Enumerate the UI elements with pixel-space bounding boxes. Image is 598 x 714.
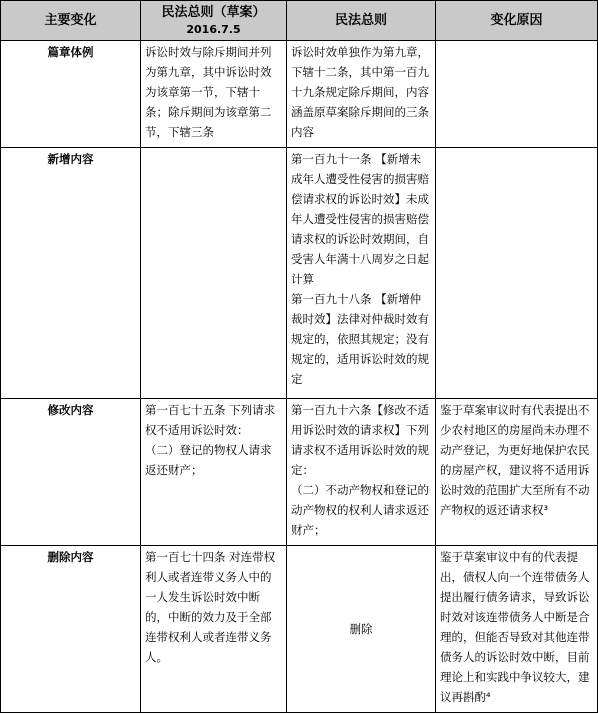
row-final-cell: 删除 — [287, 546, 436, 713]
row-reason-cell — [436, 41, 598, 148]
table-row — [1, 148, 598, 399]
row-final-cell: 第一百九十一条 【新增未成年人遭受性侵害的损害赔偿请求权的诉讼时效】未成年人遭受性侵害的损害赔偿请求权的诉讼时效期间，自受害人年满十八周岁之日起计算 第一百九十八条 【新增仲裁时效】法律对仲裁时效有规定的，依照其规定；没有规定的，适用诉讼时效的规定 — [287, 148, 436, 399]
header-draft — [141, 1, 287, 41]
row-reason-cell — [436, 148, 598, 399]
row-category: 修改内容 — [1, 399, 141, 546]
row-final-cell: 第一百九十六条【修改不适用诉讼时效的请求权】下列请求权不适用诉讼时效的规定： （二）不动产物权和登记的动产物权的权利人请求返还财产； — [287, 399, 436, 546]
row-final-cell: 诉讼时效单独作为第九章，下辖十二条，其中第一百九十九条规定除斥期间，内容涵盖原草案除斥期间的三条内容 — [287, 41, 436, 148]
header-row — [1, 1, 598, 41]
row-reason-cell: 鉴于草案审议时有代表提出不少农村地区的房屋尚未办理不动产登记，为更好地保护农民的房屋产权，建议将不适用诉讼时效的范围扩大至所有不动产物权的返还请求权³ — [436, 399, 598, 546]
row-draft-cell: 诉讼时效与除斥期间并列为第九章，其中诉讼时效为该章第一节，下辖十条；除斥期间为该章第二节，下辖三条 — [141, 41, 287, 148]
row-category: 篇章体例 — [1, 41, 141, 148]
header-reason: 变化原因 — [436, 1, 598, 41]
row-category: 新增内容 — [1, 148, 141, 399]
header-main-changes: 主要变化 — [1, 1, 141, 41]
header-final: 民法总则 — [287, 1, 436, 41]
row-category: 删除内容 — [1, 546, 141, 713]
header-draft-title: 民法总则（草案） — [161, 4, 266, 20]
table-row — [1, 399, 598, 546]
row-draft-cell: 第一百七十五条 下列请求权不适用诉讼时效： （二）登记的物权人请求返还财产； — [141, 399, 287, 546]
row-reason-cell: 鉴于草案审议中有的代表提出，债权人向一个连带债务人提出履行债务请求，导致诉讼时效对该连带债务人中断是合理的，但能否导致对其他连带债务人的诉讼时效中断，目前理论上和实践中争议较大，建议再斟酌⁴ — [436, 546, 598, 713]
table-row — [1, 41, 598, 148]
row-draft-cell — [141, 148, 287, 399]
table-row — [1, 546, 598, 713]
header-draft-date: 2016.7.5 — [186, 22, 241, 36]
row-draft-cell: 第一百七十四条 对连带权利人或者连带义务人中的一人发生诉讼时效中断的，中断的效力及于全部连带权利人或者连带义务人。 — [141, 546, 287, 713]
